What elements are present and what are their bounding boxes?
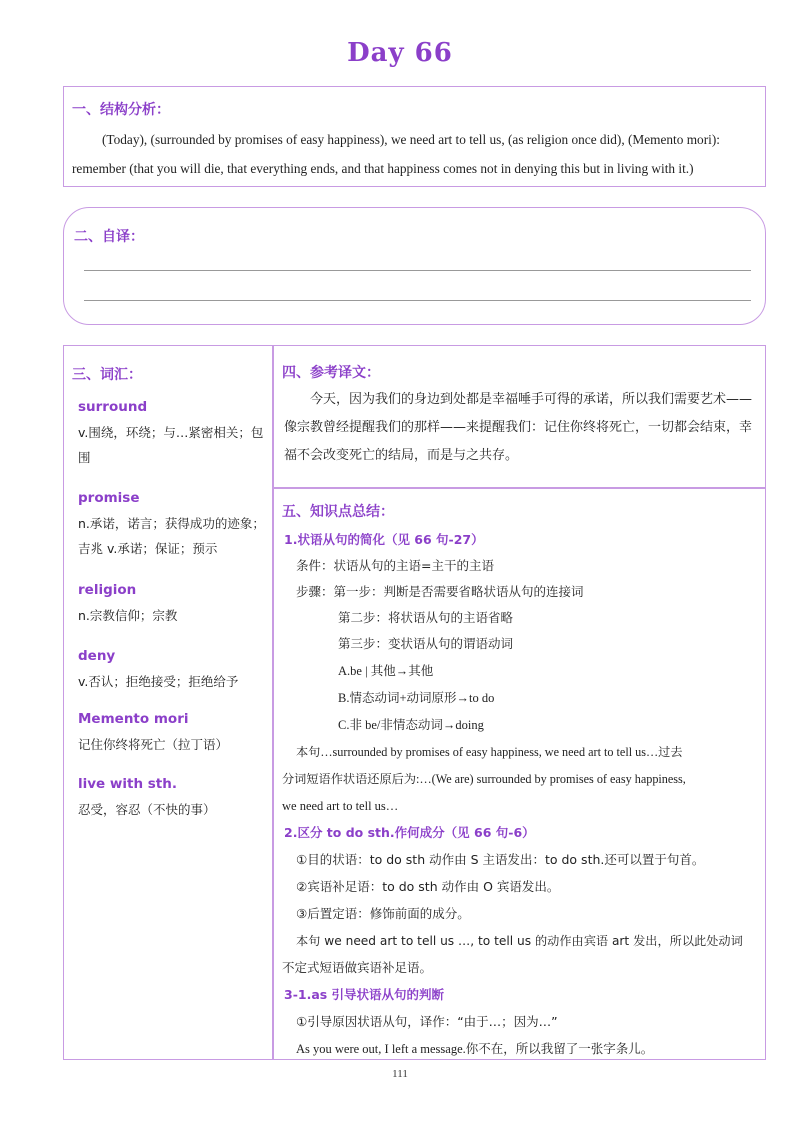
vocab-word: religion [78, 582, 137, 598]
reference-translation-text: 今天，因为我们的身边到处都是幸福唾手可得的承诺，所以我们需要艺术——像宗教曾经提醒我们的那样——来提醒我们：记住你终将死亡，一切都会结束，幸福不会改变死亡的结局，而是与之共存。 [284, 392, 753, 463]
structure-analysis-text: (Today), (surrounded by promises of easy happiness), we need art to tell us, (as religion once did), (Memento mori): remember (that you will die, that everything ends, and that happiness comes not in denying this but in living with it.) [72, 132, 720, 176]
self-translation-section [63, 207, 766, 325]
summary-line: B.情态动词+动词原形→to do [338, 691, 495, 705]
vocabulary-section [63, 345, 273, 1060]
vocab-word: surround [78, 399, 148, 415]
summary-line: 条件：状语从句的主语=主干的主语 [296, 558, 494, 573]
vocab-meaning: v.否认；拒绝接受；拒绝给予 [78, 674, 239, 689]
vocab-meaning: 记住你终将死亡（拉丁语） [78, 737, 229, 752]
knowledge-summary-section [273, 488, 766, 1060]
subheading-to-do-function: 2.区分 to do sth.作何成分（见 66 句-6） [284, 825, 535, 840]
structure-analysis-heading: 一、结构分析： [72, 102, 170, 118]
vocab-item [78, 485, 268, 561]
page-title: Day 66 [347, 38, 453, 68]
reference-translation-heading: 四、参考译文： [282, 365, 380, 381]
summary-line: 本句 we need art to tell us …, to tell us 的动作由宾语 art 发出，所以此处动词 [296, 934, 743, 948]
summary-line: C.非 be/非情态动词→doing [338, 718, 484, 732]
summary-line: 第二步：将状语从句的主语省略 [338, 610, 514, 625]
vocab-meaning: 忍受，容忍（不快的事） [78, 802, 216, 817]
vocab-word: promise [78, 490, 140, 506]
vocab-item [78, 706, 268, 757]
subheading-adverbial-simplification: 1.状语从句的简化（见 66 句-27） [284, 532, 484, 547]
page-number: 111 [392, 1068, 408, 1080]
vocab-item [78, 577, 268, 628]
writing-line[interactable] [84, 300, 751, 301]
summary-line: 分词短语作状语还原后为:…(We are) surrounded by promises of easy happiness, [282, 772, 686, 786]
vocab-meaning: n.宗教信仰；宗教 [78, 608, 178, 623]
summary-line: ③后置定语：修饰前面的成分。 [296, 906, 470, 921]
summary-line: 步骤：第一步：判断是否需要省略状语从句的连接词 [296, 584, 584, 599]
vocab-item [78, 771, 268, 822]
subheading-as-clause: 3-1.as 引导状语从句的判断 [284, 987, 445, 1002]
summary-line: ①目的状语：to do sth 动作由 S 主语发出：to do sth.还可以置于句首。 [296, 852, 705, 867]
writing-line[interactable] [84, 270, 751, 271]
summary-line: As you were out, I left a message.你不在，所以我留了一张字条儿。 [296, 1042, 654, 1056]
vocab-word: live with sth. [78, 776, 178, 792]
reference-translation-section [273, 345, 766, 488]
vocab-item [78, 394, 268, 470]
structure-analysis-section [63, 86, 766, 187]
summary-line: 不定式短语做宾语补足语。 [282, 960, 433, 975]
summary-line: we need art to tell us… [282, 799, 399, 813]
vocab-word: deny [78, 648, 116, 664]
vocab-meaning: v.围绕，环绕；与…紧密相关；包围 [78, 425, 264, 465]
self-translation-heading: 二、自译： [74, 229, 144, 245]
vocab-item [78, 643, 268, 694]
summary-line: A.be | 其他→其他 [338, 664, 434, 678]
summary-line: 第三步：变状语从句的谓语动词 [338, 636, 514, 651]
vocab-meaning: n.承诺，诺言；获得成功的迹象；吉兆 v.承诺；保证；预示 [78, 516, 265, 556]
summary-line: ①引导原因状语从句，译作：“由于…；因为…” [296, 1014, 558, 1029]
summary-line: ②宾语补足语：to do sth 动作由 O 宾语发出。 [296, 879, 560, 894]
knowledge-summary-heading: 五、知识点总结： [282, 504, 394, 520]
summary-line: 本句…surrounded by promises of easy happiness, we need art to tell us…过去 [296, 745, 683, 759]
vocabulary-heading: 三、词汇： [72, 367, 142, 383]
vocab-word: Memento mori [78, 711, 189, 727]
